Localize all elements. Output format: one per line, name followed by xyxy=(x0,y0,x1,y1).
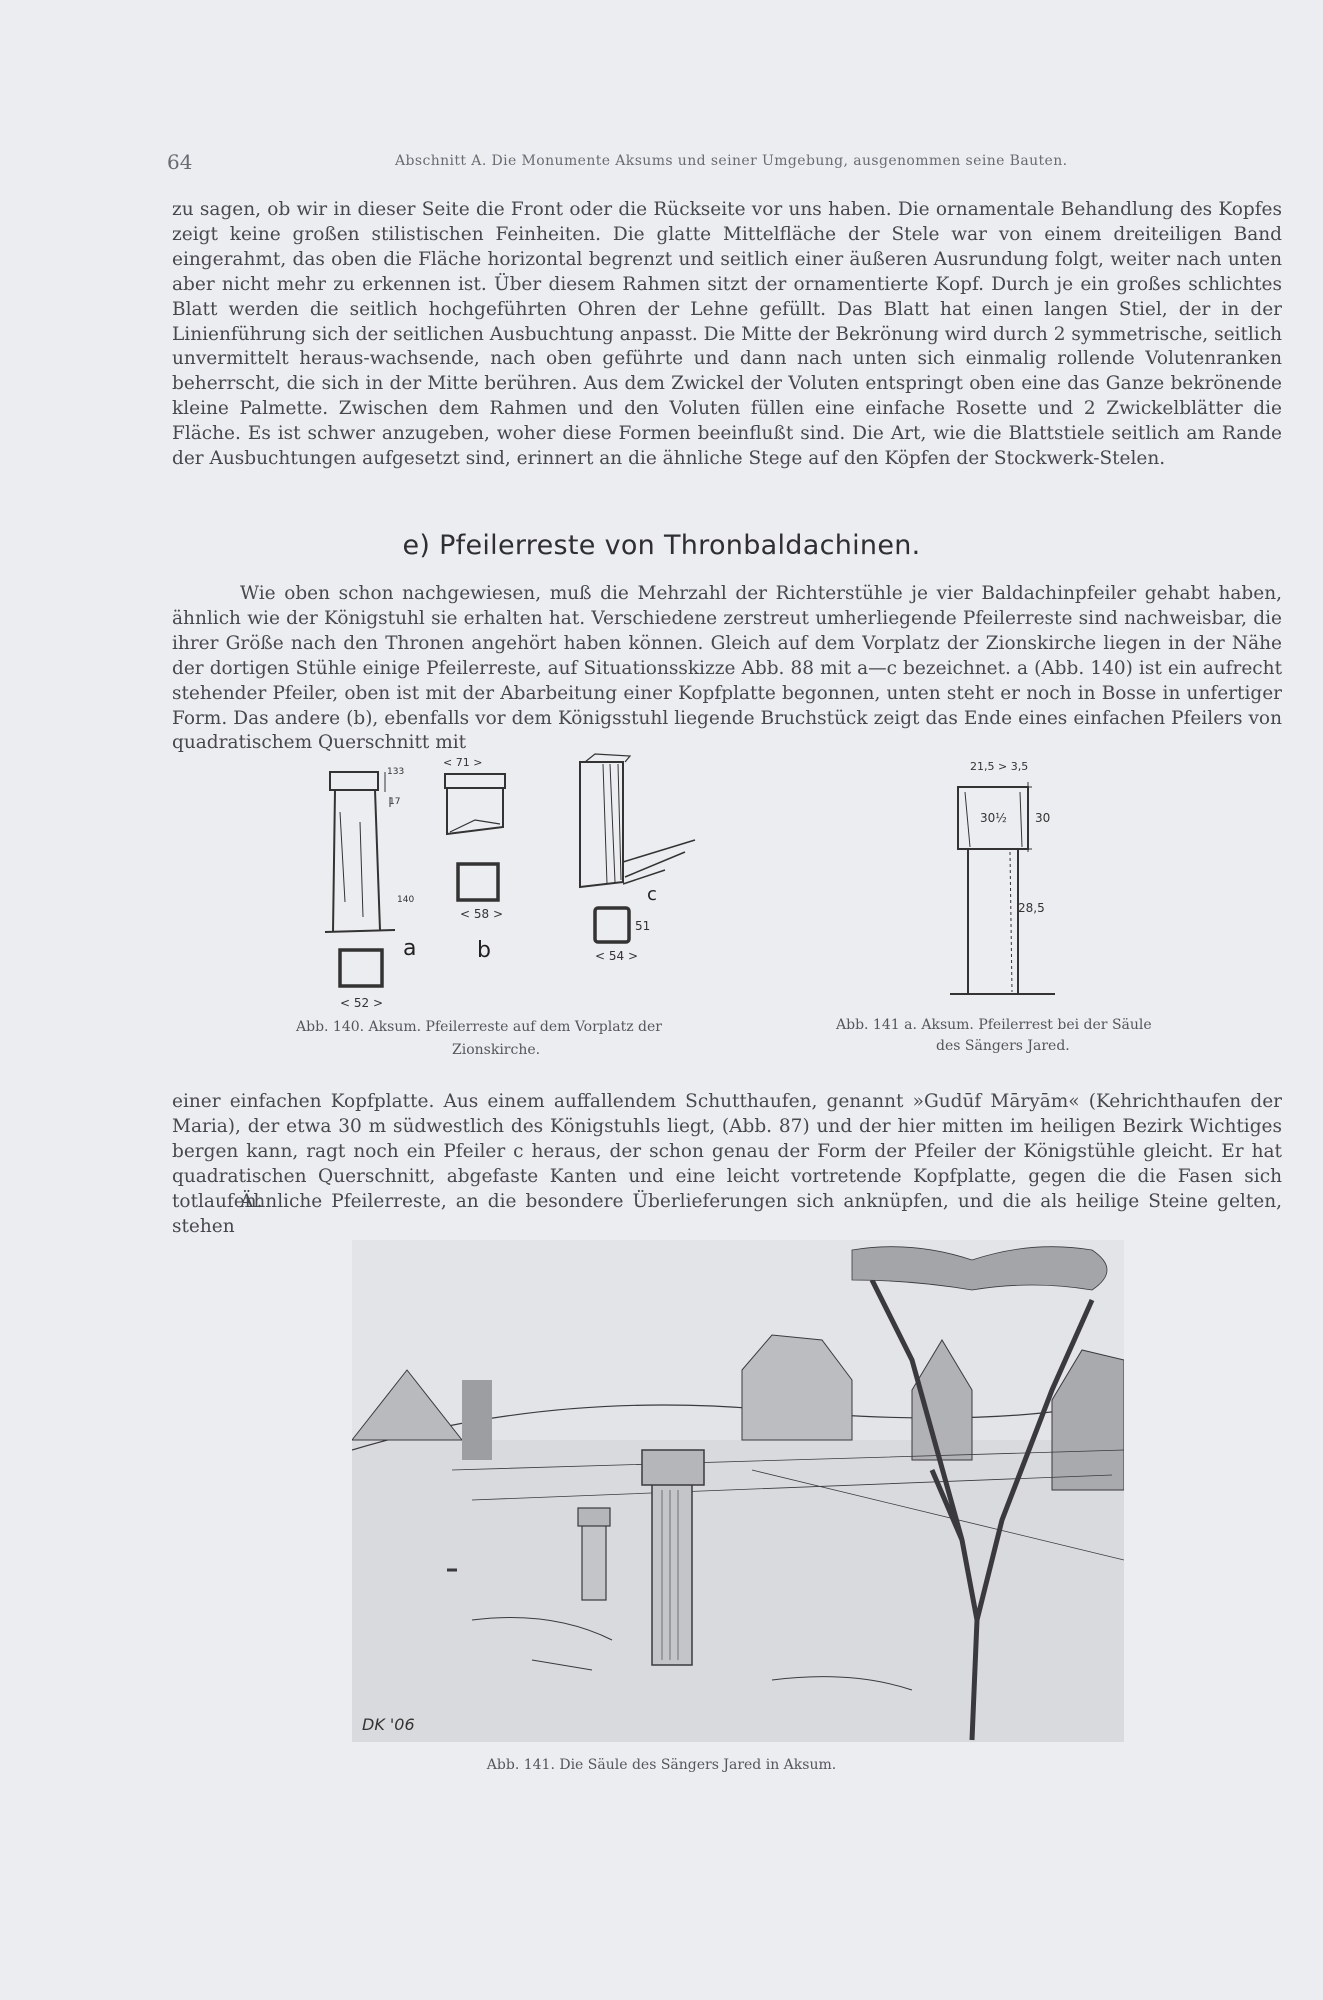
figure-140-caption-2: Zionskirche. xyxy=(452,1042,541,1058)
dim-a: < 52 > xyxy=(340,996,384,1010)
dim-a-h3: 140 xyxy=(397,895,415,905)
dim-height: 30 xyxy=(1035,811,1051,825)
label-c: c xyxy=(647,884,657,905)
dim-c-side: 51 xyxy=(635,919,651,933)
dim-shaft: 28,5 xyxy=(1018,901,1045,915)
page-number: 64 xyxy=(167,150,193,174)
figure-141a-drawing xyxy=(940,752,1080,1002)
paragraph-2: Wie oben schon nachgewiesen, muß die Mehrzahl der Richterstühle je vier Baldachinpfeiler gehabt haben, ähnlich wie der Königstuhl sie erhalten hat. Verschiedene zerstreut umherliegende Pfeilerreste sind nachweisbar, die ihrer Größe nach den Thronen angehört haben können. Gleich auf dem Vorplatz der Zionskirche liegen in der Nähe der dortigen Stühle einige Pfeilerreste, auf Situationsskizze Abb. 88 mit a—c bezeichnet. a (Abb. 140) ist ein aufrecht stehender Pfeiler, oben ist mit der Abarbeitung einer Kopfplatte begonnen, unten steht er noch in Bosse in unfertiger Form. Das andere (b), ebenfalls vor dem Königsstuhl liegende Bruchstück zeigt das Ende eines einfachen Pfeilers von quadratischem Querschnitt mit xyxy=(172,583,1282,754)
figure-141-caption: Abb. 141. Die Säule des Sängers Jared in Aksum. xyxy=(486,1757,837,1773)
paragraph-4: Ähnliche Pfeilerreste, an die besondere Überlieferungen sich anknüpfen, und die als heilige Steine gelten, stehen xyxy=(172,1191,1282,1237)
figure-141a-caption-2: des Sängers Jared. xyxy=(936,1038,1070,1054)
dim-top: 21,5 > 3,5 xyxy=(970,760,1029,773)
running-title: Abschnitt A. Die Monumente Aksums und seiner Umgebung, ausgenommen seine Bauten. xyxy=(395,153,1068,169)
dim-b: < 58 > xyxy=(460,907,504,921)
dim-c: < 54 > xyxy=(595,949,639,963)
figure-140-drawing xyxy=(285,752,705,1012)
label-a: a xyxy=(403,936,417,961)
figure-141a-caption-1: Abb. 141 a. Aksum. Pfeilerrest bei der Säule xyxy=(836,1017,1152,1033)
dim-b-top: < 71 > xyxy=(443,756,483,769)
sketch-signature: DK '06 xyxy=(362,1715,415,1734)
figure-140-caption-1: Abb. 140. Aksum. Pfeilerreste auf dem Vorplatz der xyxy=(296,1019,662,1035)
dim-a-h1: 133 xyxy=(387,767,405,777)
label-b: b xyxy=(477,938,491,963)
section-heading: e) Pfeilerreste von Thronbaldachinen. xyxy=(402,530,921,561)
paragraph-1: zu sagen, ob wir in dieser Seite die Front oder die Rückseite vor uns haben. Die ornamentale Behandlung des Kopfes zeigt keine großen stilistischen Feinheiten. Die glatte Mittelfläche der Stele war von einem dreiteiligen Band eingerahmt, das oben die Fläche horizontal begrenzt und seitlich einer äußeren Ausrundung folgt, weiter nach unten aber nicht mehr zu erkennen ist. Über diesem Rahmen sitzt der ornamentierte Kopf. Durch je ein großes schlichtes Blatt werden die seitlich hochgeführten Ohren der Lehne gefüllt. Das Blatt hat einen langen Stiel, der in der Linienführung sich der seitlichen Ausbuchtung anpasst. Die Mitte der Bekrönung wird durch 2 symmetrische, seitlich unvermittelt heraus-wachsende, nach oben geführte und dann nach unten sich einmalig rollende Volutenranken beherrscht, die sich in der Mitte berühren. Aus dem Zwickel der Voluten entspringt oben eine das Ganze bekrönende kleine Palmette. Zwischen dem Rahmen und den Voluten füllen eine einfache Rosette und 2 Zwickelblätter die Fläche. Es ist schwer anzugeben, woher diese Formen beeinflußt sind. Die Art, wie die Blattstiele seitlich am Rande der Ausbuchtungen aufgesetzt sind, erinnert an die ähnliche Stege auf den Köpfen der Stockwerk-Stelen. xyxy=(172,199,1282,470)
dim-a-h2: 17 xyxy=(389,797,401,807)
figure-141-sketch xyxy=(352,1240,1124,1742)
paragraph-3: einer einfachen Kopfplatte. Aus einem auffallendem Schutthaufen, genannt »Gudūf Māryām« (Kehrichthaufen der Maria), der etwa 30 m südwestlich des Königstuhls liegt, (Abb. 87) und der hier mitten im heiligen Bezirk Wichtiges bergen kann, ragt noch ein Pfeiler c heraus, der schon genau der Form der Pfeiler der Königstühle gleicht. Er hat quadratischen Querschnitt, abgefaste Kanten und eine leicht vortretende Kopfplatte, gegen die die Fasen sich totlaufen. xyxy=(172,1091,1282,1212)
dim-width: 30½ xyxy=(980,811,1007,825)
